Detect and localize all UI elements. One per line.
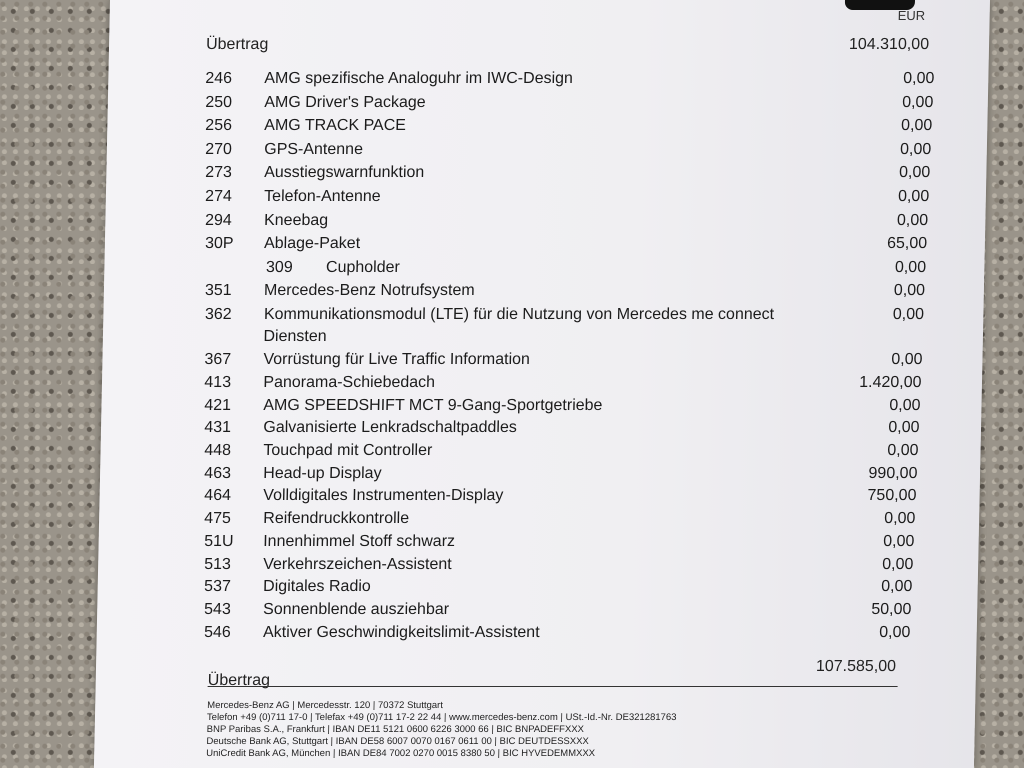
item-code: 463 — [204, 464, 232, 482]
line-item — [104, 259, 984, 281]
item-description: Kneebag — [263, 211, 329, 229]
item-price: 0,00 — [898, 164, 931, 182]
item-description: Cupholder — [325, 258, 401, 276]
item-code: 51U — [204, 532, 234, 550]
line-item — [96, 624, 976, 646]
item-code: 256 — [205, 117, 233, 135]
item-code: 367 — [204, 351, 232, 369]
carry-over-label-bottom: Übertrag — [207, 672, 271, 689]
line-item — [108, 94, 988, 116]
item-description-continued: Diensten — [263, 327, 327, 345]
item-price: 0,00 — [887, 442, 919, 459]
line-item — [101, 419, 981, 441]
item-code: 543 — [203, 600, 232, 618]
line-item — [97, 601, 977, 623]
line-item — [107, 117, 987, 139]
divider-line — [208, 686, 898, 687]
item-code: 274 — [204, 188, 233, 205]
line-item — [104, 282, 984, 304]
item-code: 431 — [204, 419, 232, 437]
footer-line: Telefon +49 (0)711 17-0 | Telefax +49 (0)711 17-2 22 44 | www.mercedes-benz.com | USt.-Id.-Nr. DE321281763 — [206, 712, 677, 723]
item-code: 537 — [203, 578, 232, 596]
carry-over-label-top: Übertrag — [205, 36, 269, 53]
invoice-page — [94, 0, 990, 768]
line-item — [98, 556, 978, 578]
item-code: 546 — [203, 623, 231, 641]
item-price: 0,00 — [900, 117, 933, 135]
item-code: 273 — [204, 164, 233, 182]
item-price: 0,00 — [879, 623, 911, 641]
item-description: Kommunikationsmodul (LTE) für die Nutzung von Mercedes me connect — [263, 306, 775, 323]
item-price: 0,00 — [896, 211, 929, 229]
item-description: AMG TRACK PACE — [264, 117, 407, 135]
item-code: 351 — [204, 282, 232, 300]
item-price: 0,00 — [892, 306, 925, 323]
item-description: AMG spezifische Analoguhr im IWC-Design — [264, 70, 574, 87]
item-price: 0,00 — [884, 510, 916, 528]
item-price: 0,00 — [897, 188, 930, 205]
item-code: 30P — [204, 235, 234, 253]
item-description: GPS-Antenne — [264, 140, 364, 158]
item-description: Innenhimmel Stoff schwarz — [263, 532, 456, 550]
item-description: AMG Driver's Package — [264, 93, 426, 111]
line-item — [106, 188, 986, 210]
item-code: 475 — [204, 510, 232, 528]
item-price: 0,00 — [893, 282, 926, 300]
item-code: 413 — [204, 373, 232, 391]
line-item — [105, 235, 985, 257]
item-description: Verkehrszeichen-Assistent — [263, 555, 452, 573]
carry-over-value-top: 104.310,00 — [848, 36, 930, 53]
company-footer — [206, 700, 677, 760]
item-description: Galvanisierte Lenkradschaltpaddles — [263, 419, 517, 437]
footer-line: UniCredit Bank AG, München | IBAN DE84 7002 0270 0015 8380 50 | BIC HYVEDEMMXXX — [206, 748, 596, 759]
line-item — [105, 212, 985, 234]
line-item — [108, 70, 988, 92]
line-item — [99, 510, 979, 532]
item-price: 0,00 — [881, 578, 913, 596]
item-code: 294 — [204, 211, 232, 229]
item-description: Volldigitales Instrumenten-Display — [263, 487, 504, 505]
currency-label: EUR — [897, 8, 926, 23]
item-price: 0,00 — [882, 555, 914, 573]
line-item — [97, 578, 977, 600]
item-description: Mercedes-Benz Notrufsystem — [263, 282, 475, 300]
item-description: Head-up Display — [263, 464, 382, 482]
item-price: 0,00 — [889, 396, 921, 414]
item-price: 0,00 — [891, 351, 923, 369]
line-item — [100, 442, 980, 464]
item-price: 990,00 — [868, 464, 918, 482]
item-price: 0,00 — [894, 258, 927, 276]
line-item — [99, 487, 979, 509]
item-description: Ausstiegswarnfunktion — [263, 164, 425, 182]
item-description: Touchpad mit Controller — [263, 442, 433, 459]
item-description: Ablage-Paket — [263, 235, 361, 253]
line-item — [103, 306, 983, 328]
item-price: 750,00 — [867, 487, 917, 505]
line-item — [102, 374, 982, 396]
item-price: 0,00 — [888, 419, 920, 437]
item-description: AMG SPEEDSHIFT MCT 9-Gang-Sportgetriebe — [263, 396, 603, 414]
footer-line: Mercedes-Benz AG | Mercedesstr. 120 | 70372 Stuttgart — [207, 700, 444, 711]
item-code: 421 — [204, 396, 232, 414]
item-price: 0,00 — [903, 70, 935, 87]
item-code: 250 — [205, 93, 233, 111]
item-price: 0,00 — [883, 532, 915, 550]
item-code: 464 — [204, 487, 232, 505]
carry-over-value-bottom: 107.585,00 — [815, 658, 897, 675]
item-price: 50,00 — [871, 600, 912, 618]
line-item — [101, 397, 981, 419]
item-description: Reifendruckkontrolle — [263, 510, 410, 528]
item-price: 0,00 — [899, 140, 932, 158]
item-code: 448 — [204, 442, 232, 459]
line-item — [98, 533, 978, 555]
item-code: 246 — [205, 70, 233, 87]
line-item — [102, 351, 982, 373]
item-description: Panorama-Schiebedach — [263, 373, 436, 391]
footer-line: BNP Paribas S.A., Frankfurt | IBAN DE11 5121 0600 6226 3000 66 | BIC BNPADEFFXXX — [206, 724, 585, 735]
item-price: 65,00 — [886, 235, 928, 253]
line-item — [107, 141, 987, 163]
item-code: 270 — [205, 140, 233, 158]
item-code: 362 — [204, 306, 232, 323]
item-code: 309 — [265, 258, 293, 276]
item-description: Sonnenblende ausziehbar — [262, 600, 450, 618]
line-item — [106, 164, 986, 186]
line-item-continuation — [103, 328, 983, 350]
item-description: Vorrüstung für Live Traffic Information — [263, 351, 531, 369]
footer-line: Deutsche Bank AG, Stuttgart | IBAN DE58 6007 0070 0167 0611 00 | BIC DEUTDESSXXX — [206, 736, 589, 747]
item-description: Digitales Radio — [262, 578, 371, 596]
line-item — [100, 465, 980, 487]
item-description: Aktiver Geschwindigkeitslimit-Assistent — [262, 623, 540, 641]
item-price: 1.420,00 — [859, 373, 922, 391]
item-code: 513 — [204, 555, 232, 573]
item-price: 0,00 — [901, 93, 934, 111]
item-description: Telefon-Antenne — [263, 188, 381, 205]
